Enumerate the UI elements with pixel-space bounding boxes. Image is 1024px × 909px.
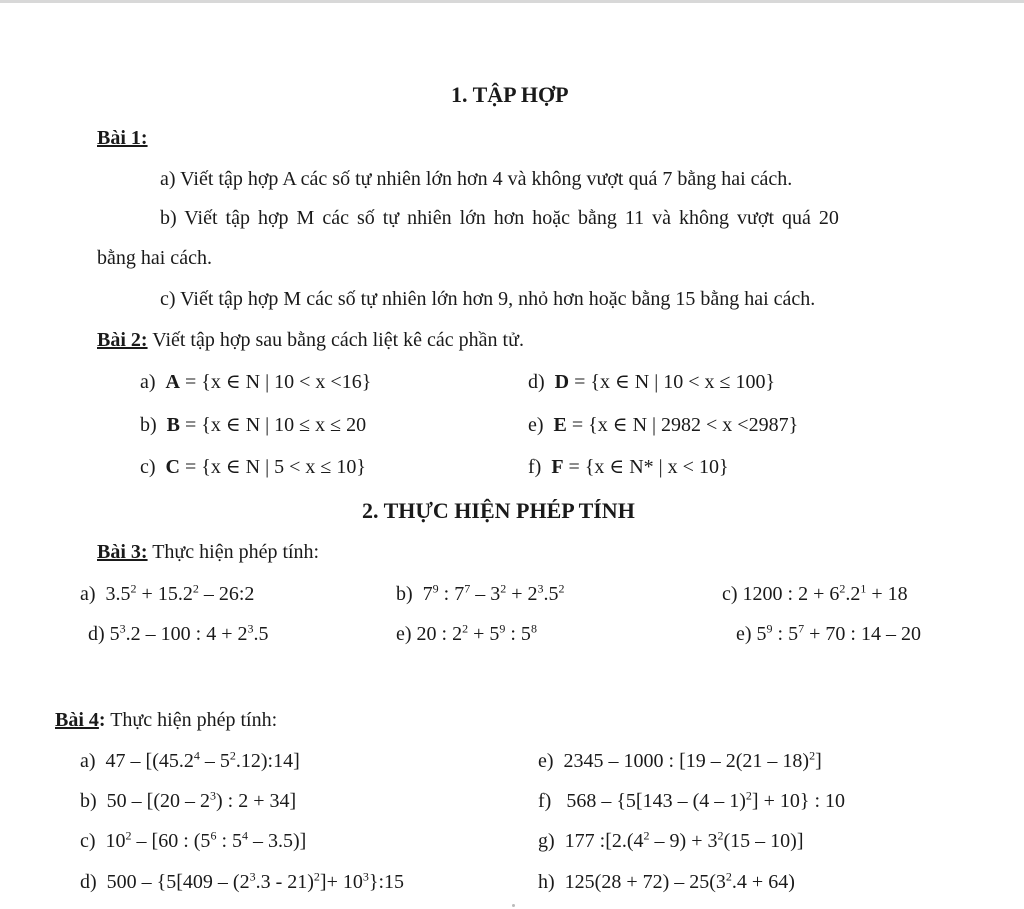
set-item-d: [528, 372, 775, 392]
bai2-text: Viết tập hợp sau bằng cách liệt kê các phần tử.: [147, 329, 524, 351]
set-name: B: [166, 414, 181, 436]
bai4-expr-d: d) $500 - \{5[409 - (2^3.3 - 21)^2]+$ $10^3\}:15$: [80, 869, 405, 893]
bai4-expr-f: f) 568 – {5[143 – (4 – 1)$^2$] + 10} : 10: [538, 788, 846, 812]
page-mark: [512, 904, 515, 907]
bai4-expr-a: a) $47 - [(45.2^4 - 5^2.12):14]$: [80, 748, 300, 772]
bai4-label: Bài 4: [55, 709, 99, 731]
set-name: F: [551, 456, 564, 478]
bai3-expr-e: e) 20 : $2^2 + 5^9$ : $5^8$: [396, 621, 537, 645]
bai4-expr-c: c) $10^2 - [60$ : ($5^6$ : $5^4 - 3.5$)]: [80, 828, 307, 852]
set-item-f: [528, 457, 729, 477]
bai1-c: c) Viết tập hợp M các số tự nhiên lớn hơn 9, nhỏ hơn hoặc bằng 15 bằng hai cách.: [160, 288, 816, 310]
set-item-b: [140, 415, 366, 435]
bai4-heading: [55, 710, 277, 730]
set-name: A: [165, 371, 180, 393]
bai2-label: Bài 2:: [97, 329, 148, 351]
bai3-expr-d: d) $5^3.2 - 100$ : $4 + 2^3.5$: [88, 621, 269, 645]
set-condition: = {x ∈ N | 10 ≤ x ≤ 20: [180, 414, 367, 436]
bai3-expr-c: c) 1200 : $2 + 6^2.2^1 + 18$: [722, 581, 908, 605]
set-letter: d): [528, 371, 545, 393]
set-condition: = {x ∈ N* | x < 10}: [563, 456, 729, 478]
bai1-label: Bài 1:: [97, 127, 148, 149]
set-condition: = {x ∈ N | 2982 < x <2987}: [566, 414, 799, 436]
bai4-expr-g: g) 177 $:[2.(4^2 - 9) + 3^2(15 - 10)]$: [538, 828, 804, 852]
bai4-expr-e: e) 2345 – 1000 : [19 – 2(21 – 18)$^2$]: [538, 748, 822, 772]
top-border: [0, 0, 1024, 3]
set-letter: a): [140, 371, 156, 393]
set-name: D: [554, 371, 570, 393]
set-letter: e): [528, 414, 544, 436]
set-item-e: [528, 415, 798, 435]
bai1-b-line2: bằng hai cách.: [97, 247, 212, 269]
set-letter: b): [140, 414, 157, 436]
set-condition: = {x ∈ N | 10 < x ≤ 100}: [569, 371, 776, 393]
bai2-heading: [97, 330, 524, 350]
set-condition: = {x ∈ N | 5 < x ≤ 10}: [180, 456, 366, 478]
set-letter: f): [528, 456, 542, 478]
bai3-text: Thực hiện phép tính:: [147, 541, 320, 563]
set-item-c: [140, 457, 366, 477]
bai3-label: Bài 3:: [97, 541, 148, 563]
set-name: E: [553, 414, 567, 436]
bai3-heading: [97, 542, 319, 562]
set-name: C: [165, 456, 180, 478]
section-title-2: 2. THỰC HIỆN PHÉP TÍNH: [362, 498, 635, 523]
bai4-text: Thực hiện phép tính:: [105, 709, 278, 731]
bai3-expr-b: b) $7^9$ : $7^7 - 3^2 + 2^3.5^2$: [396, 581, 565, 605]
bai3-expr-e2: e) $5^9$ : $5^7 + 70$ : 14 – 20: [736, 621, 921, 645]
set-letter: c): [140, 456, 156, 478]
bai1-b-line1: b) Viết tập hợp M các số tự nhiên lớn hơn hoặc bằng 11 và không vượt quá 20: [160, 207, 839, 229]
set-item-a: [140, 372, 371, 392]
bai4-expr-h: h) $125(28 + 72) - 25(3^2.4 + 64)$: [538, 869, 795, 893]
bai4-expr-b: b) $50 - [(20 - 2^3)$ : 2 + 34]: [80, 788, 297, 812]
set-condition: = {x ∈ N | 10 < x <16}: [180, 371, 372, 393]
bai3-expr-a: a) $3.5^2 + 15.2^2$ – 26:2: [80, 581, 255, 605]
bai4-colon: :: [98, 709, 106, 731]
bai1-a: a) Viết tập hợp A các số tự nhiên lớn hơn 4 và không vượt quá 7 bằng hai cách.: [160, 168, 793, 190]
section-title-1: 1. TẬP HỢP: [451, 82, 569, 107]
